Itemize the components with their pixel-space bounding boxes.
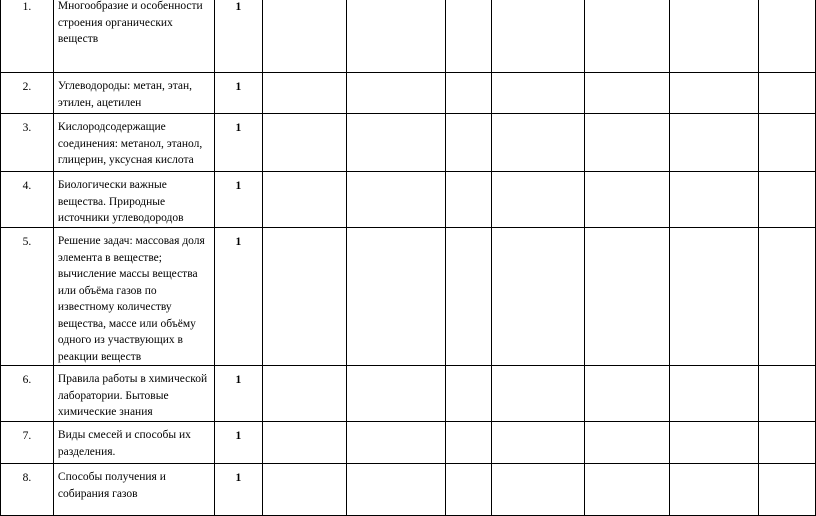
table-body	[1, 0, 816, 516]
empty-cell	[445, 422, 492, 464]
table-row	[1, 172, 816, 228]
row-number-cell: 3.	[1, 114, 54, 172]
empty-cell	[492, 366, 585, 422]
empty-cell	[445, 464, 492, 516]
topic-cell: Многообразие и особенности строения органических веществ	[53, 0, 214, 73]
hours-cell: 1	[214, 228, 262, 366]
empty-cell	[759, 228, 816, 366]
empty-cell	[759, 114, 816, 172]
empty-cell	[585, 422, 670, 464]
empty-cell	[759, 73, 816, 114]
empty-cell	[346, 366, 445, 422]
topic-cell: Виды смесей и способы их разделения.	[53, 422, 214, 464]
empty-cell	[759, 464, 816, 516]
topic-cell: Решение задач: массовая доля элемента в веществе; вычисление массы вещества или объёма газов по известному количеству вещества, массе или объёму одного из участвующих в реакции веществ	[53, 228, 214, 366]
empty-cell	[346, 464, 445, 516]
row-number-cell: 6.	[1, 366, 54, 422]
hours-cell: 1	[214, 0, 262, 73]
empty-cell	[262, 422, 346, 464]
row-number-cell: 4.	[1, 172, 54, 228]
empty-cell	[445, 73, 492, 114]
empty-cell	[670, 366, 759, 422]
table-row	[1, 114, 816, 172]
row-number-cell: 8.	[1, 464, 54, 516]
topic-cell: Кислородсодержащие соединения: метанол, этанол, глицерин, уксусная кислота	[53, 114, 214, 172]
empty-cell	[346, 0, 445, 73]
empty-cell	[585, 73, 670, 114]
empty-cell	[445, 172, 492, 228]
empty-cell	[492, 73, 585, 114]
empty-cell	[492, 464, 585, 516]
topic-cell: Способы получения и собирания газов	[53, 464, 214, 516]
empty-cell	[585, 228, 670, 366]
empty-cell	[670, 228, 759, 366]
empty-cell	[492, 114, 585, 172]
empty-cell	[585, 366, 670, 422]
empty-cell	[346, 422, 445, 464]
empty-cell	[346, 172, 445, 228]
table-row	[1, 366, 816, 422]
empty-cell	[262, 228, 346, 366]
empty-cell	[759, 422, 816, 464]
empty-cell	[670, 0, 759, 73]
empty-cell	[670, 172, 759, 228]
hours-cell: 1	[214, 464, 262, 516]
empty-cell	[670, 464, 759, 516]
empty-cell	[585, 464, 670, 516]
row-number-cell: 2.	[1, 73, 54, 114]
empty-cell	[492, 0, 585, 73]
empty-cell	[585, 0, 670, 73]
empty-cell	[445, 366, 492, 422]
empty-cell	[492, 228, 585, 366]
hours-cell: 1	[214, 114, 262, 172]
empty-cell	[346, 228, 445, 366]
table-row	[1, 0, 816, 73]
table-row	[1, 73, 816, 114]
empty-cell	[585, 114, 670, 172]
empty-cell	[262, 366, 346, 422]
row-number-cell: 5.	[1, 228, 54, 366]
empty-cell	[759, 0, 816, 73]
empty-cell	[670, 422, 759, 464]
empty-cell	[346, 114, 445, 172]
hours-cell: 1	[214, 422, 262, 464]
empty-cell	[346, 73, 445, 114]
empty-cell	[262, 73, 346, 114]
row-number-cell: 1.	[1, 0, 54, 73]
empty-cell	[445, 0, 492, 73]
empty-cell	[670, 73, 759, 114]
empty-cell	[262, 172, 346, 228]
topic-cell: Правила работы в химической лаборатории. Бытовые химические знания	[53, 366, 214, 422]
empty-cell	[492, 172, 585, 228]
empty-cell	[262, 0, 346, 73]
empty-cell	[492, 422, 585, 464]
table-row	[1, 464, 816, 516]
empty-cell	[445, 114, 492, 172]
empty-cell	[445, 228, 492, 366]
topic-cell: Биологически важные вещества. Природные источники углеводородов	[53, 172, 214, 228]
empty-cell	[759, 172, 816, 228]
empty-cell	[585, 172, 670, 228]
hours-cell: 1	[214, 366, 262, 422]
hours-cell: 1	[214, 172, 262, 228]
empty-cell	[670, 114, 759, 172]
table-row	[1, 228, 816, 366]
table-row	[1, 422, 816, 464]
empty-cell	[262, 114, 346, 172]
empty-cell	[759, 366, 816, 422]
topic-cell: Углеводороды: метан, этан, этилен, ацетилен	[53, 73, 214, 114]
row-number-cell: 7.	[1, 422, 54, 464]
hours-cell: 1	[214, 73, 262, 114]
empty-cell	[262, 464, 346, 516]
